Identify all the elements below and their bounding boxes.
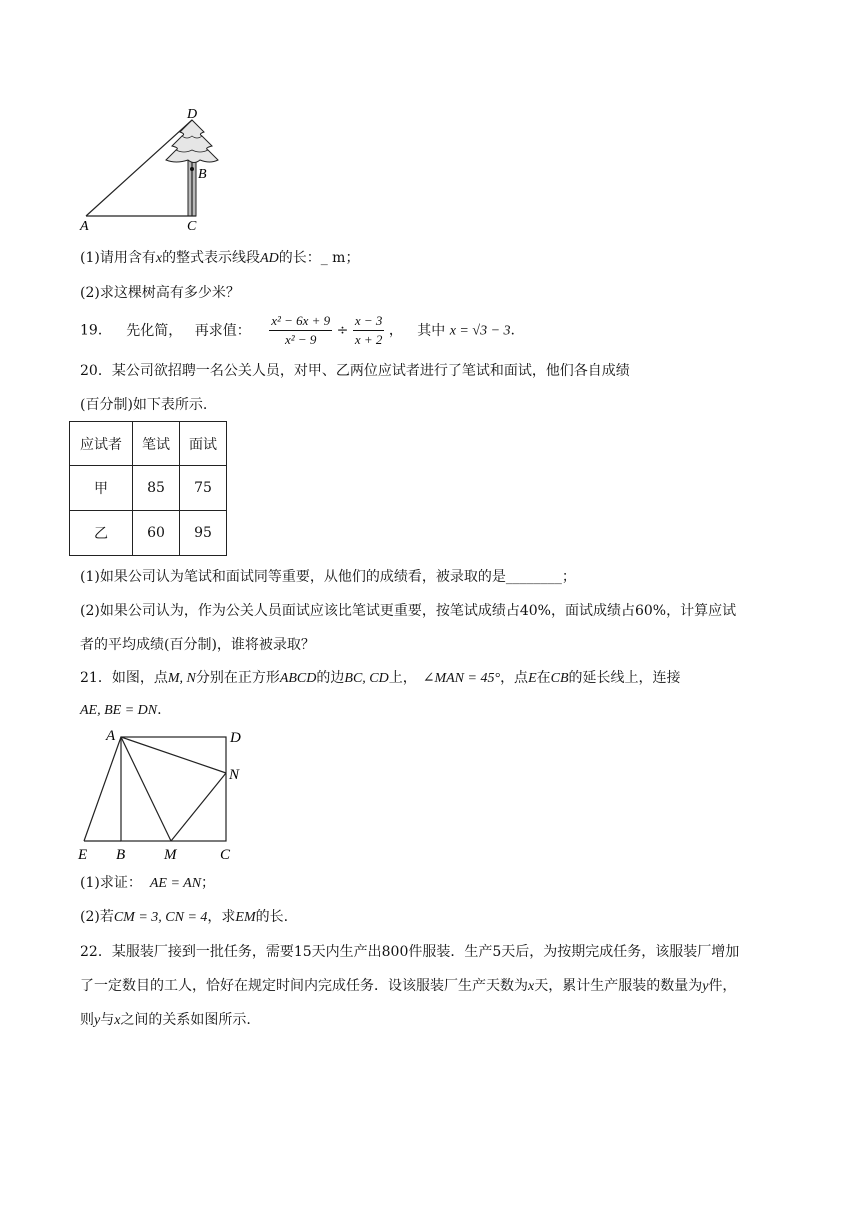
q21-line2: AE, BE = DN.	[80, 702, 162, 718]
label-C: C	[187, 219, 197, 234]
table-cell: 85	[133, 466, 180, 511]
table-row	[70, 511, 227, 556]
fraction-2: $\frac{x - 3}{x + 2}$	[354, 313, 383, 347]
label-M: M	[164, 847, 177, 862]
tree-figure	[76, 108, 236, 234]
q19: 19． 先化简， 再求值： $\frac{\text{x² − 6x + 9}}{\text{x² − 9}}$ ÷ $\frac{x - 3}{x + 2}$ ， 其中 x = √3 − 3.	[80, 313, 515, 347]
table-header: 笔试	[133, 422, 180, 466]
q22-line2: 了一定数目的工人，恰好在规定时间内完成任务．设该服装厂生产天数为x天，累计生产服装的数量为y件，	[80, 978, 737, 994]
q20-part2-line1: (2)如果公司认为，作为公关人员面试应该比笔试更重要，按笔试成绩占40%，面试成绩占60%，计算应试	[80, 603, 737, 619]
q20-line2: (百分制)如下表所示.	[80, 397, 208, 413]
q20-part1: (1)如果公司认为笔试和面试同等重要，从他们的成绩看，被录取的是________；	[80, 569, 576, 585]
q22-line3: 则y与x之间的关系如图所示.	[80, 1012, 251, 1028]
q18-part1: (1)请用含有x的整式表示线段AD的长：_ m；	[80, 250, 360, 266]
q22-line1: 22．某服装厂接到一批任务，需要15天内生产出800件服装．生产5天后，为按期完成任务，该服装厂增加	[80, 944, 740, 960]
table-cell: 95	[180, 511, 227, 556]
segment-AE	[84, 737, 121, 841]
q18-part2: (2)求这棵树高有多少米？	[80, 285, 240, 301]
table-row	[70, 466, 227, 511]
table-header: 面试	[180, 422, 227, 466]
label-C: C	[220, 847, 231, 862]
q21-part1: (1)求证： AE = AN；	[80, 875, 216, 891]
table-header-row	[70, 422, 227, 466]
segment-AN	[121, 737, 226, 773]
label-E: E	[78, 847, 88, 862]
table-cell: 60	[133, 511, 180, 556]
label-A: A	[80, 219, 89, 234]
label-D: D	[187, 108, 198, 122]
label-D: D	[230, 730, 241, 746]
label-A: A	[106, 728, 116, 744]
table-header: 应试者	[70, 422, 133, 466]
q21-part2: (2)若CM = 3, CN = 4，求EM的长.	[80, 909, 289, 925]
square-ABCD	[121, 737, 226, 841]
table-cell: 75	[180, 466, 227, 511]
score-table	[69, 421, 227, 556]
fraction-1: $\frac{\text{x² − 6x + 9}}{\text{x² − 9}}$	[271, 313, 331, 347]
table-cell: 乙	[70, 511, 133, 556]
segment-MN	[171, 773, 226, 841]
label-B: B	[198, 167, 207, 182]
label-N: N	[229, 767, 240, 783]
q20-line1: 20．某公司欲招聘一名公关人员，对甲、乙两位应试者进行了笔试和面试，他们各自成绩	[80, 363, 630, 379]
q21-line1: 21．如图，点M, N分别在正方形ABCD的边BC, CD上， ∠MAN = 45°，点E在CB的延长线上，连接	[80, 670, 681, 686]
tree-crown	[166, 120, 218, 163]
segment-AD	[86, 120, 192, 216]
segment-AM	[121, 737, 171, 841]
table-cell: 甲	[70, 466, 133, 511]
q20-part2-line2: 者的平均成绩(百分制)，谁将被录取？	[80, 637, 315, 653]
label-B: B	[116, 847, 126, 862]
square-figure	[74, 726, 254, 862]
